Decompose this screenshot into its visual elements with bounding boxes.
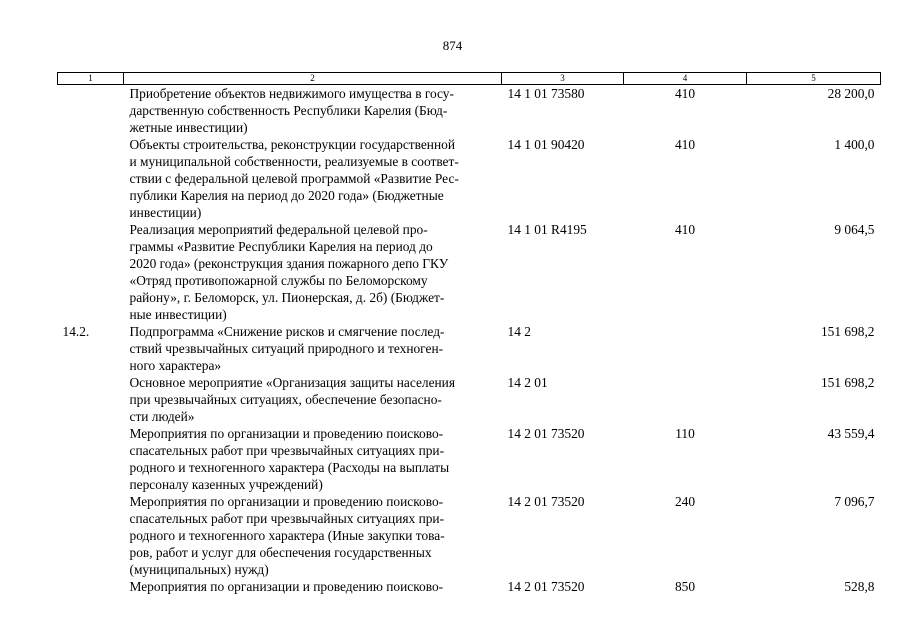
row-amount: 151 698,2 — [820, 324, 875, 339]
row-expense-type: 240 — [674, 494, 696, 509]
row-number — [58, 85, 124, 137]
row-number — [58, 374, 124, 425]
row-number — [58, 578, 124, 595]
row-code: 14 1 01 73580 — [507, 86, 585, 101]
column-header-1: 1 — [58, 73, 124, 85]
row-number — [58, 425, 124, 493]
row-expense-type: 410 — [674, 86, 696, 101]
row-amount: 528,8 — [844, 579, 875, 594]
table-body — [58, 85, 881, 596]
table-row — [58, 493, 881, 578]
row-code: 14 2 01 — [507, 375, 548, 390]
table-row — [58, 136, 881, 221]
table-row — [58, 425, 881, 493]
row-expense-type: 110 — [675, 426, 695, 441]
row-number — [58, 493, 124, 578]
table-row — [58, 85, 881, 137]
row-amount: 151 698,2 — [820, 375, 875, 390]
budget-table — [57, 72, 881, 595]
row-name: Приобретение объектов недвижимого имущества в госу- дарственную собственность Республики Карелия (Бюд- жетные инвестиции) — [129, 86, 454, 135]
row-number: 14.2. — [62, 324, 90, 339]
row-name: Подпрограмма «Снижение рисков и смягчение послед- ствий чрезвычайных ситуаций природного и техноген- ного характера» — [129, 324, 445, 373]
row-amount: 28 200,0 — [827, 86, 875, 101]
row-expense-type — [624, 323, 747, 374]
column-header-3: 3 — [502, 73, 624, 85]
row-name: Объекты строительства, реконструкции государственной и муниципальной собственности, реализуемые в соответ- ствии с федеральной целевой программой «Развитие Рес- публики Карелия на период до 2020 года» (Бюджетные инвестиции) — [129, 137, 459, 220]
table-row — [58, 374, 881, 425]
row-code: 14 1 01 90420 — [507, 137, 585, 152]
column-header-4: 4 — [624, 73, 747, 85]
column-header-2: 2 — [124, 73, 502, 85]
row-expense-type: 410 — [674, 137, 696, 152]
table-row — [58, 221, 881, 323]
row-amount: 9 064,5 — [834, 222, 875, 237]
row-number — [58, 136, 124, 221]
table-header — [58, 73, 881, 85]
header-row — [58, 73, 881, 85]
column-header-5: 5 — [747, 73, 881, 85]
row-name: Основное мероприятие «Организация защиты населения при чрезвычайных ситуациях, обеспечение безопасно- сти людей» — [129, 375, 456, 424]
row-name: Мероприятия по организации и проведению поисково- спасательных работ при чрезвычайных ситуациях при- родного и техногенного характера (Иные закупки това- ров, работ и услуг для обеспечения государственных (муниципальных) нужд) — [129, 494, 445, 577]
row-name: Мероприятия по организации и проведению поисково- спасательных работ при чрезвычайных ситуациях при- родного и техногенного характера (Расходы на выплаты персоналу казенных учреждений) — [129, 426, 450, 492]
page-number: 874 — [442, 38, 463, 53]
row-amount: 7 096,7 — [834, 494, 875, 509]
row-code: 14 2 01 73520 — [507, 494, 585, 509]
table-row — [58, 323, 881, 374]
row-code: 14 2 01 73520 — [507, 426, 585, 441]
row-expense-type: 850 — [674, 579, 696, 594]
row-code: 14 2 — [507, 324, 531, 339]
row-name: Мероприятия по организации и проведению поисково- — [129, 579, 444, 594]
row-expense-type — [624, 374, 747, 425]
row-name: Реализация мероприятий федеральной целевой про- граммы «Развитие Республики Карелия на период до 2020 года» (реконструкция здания пожарного депо ГКУ «Отряд противопожарной службы по Беломорскому району», г. Беломорск, ул. Пионерская, д. 2б) (Бюджет- ные инвестиции) — [129, 222, 449, 322]
table-row — [58, 578, 881, 595]
row-code: 14 1 01 R4195 — [507, 222, 587, 237]
row-expense-type: 410 — [674, 222, 696, 237]
row-amount: 43 559,4 — [827, 426, 875, 441]
row-number — [58, 221, 124, 323]
row-amount: 1 400,0 — [834, 137, 875, 152]
row-code: 14 2 01 73520 — [507, 579, 585, 594]
